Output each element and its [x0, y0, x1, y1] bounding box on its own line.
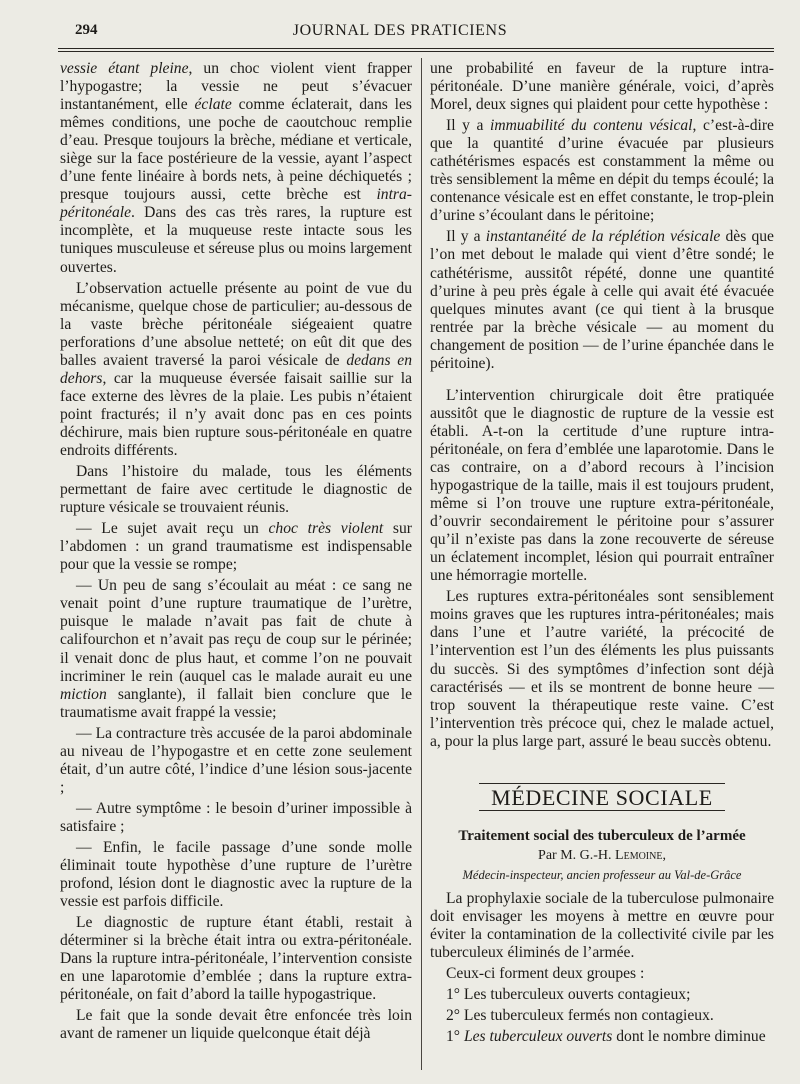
italic-text: instantanéité de la réplétion vésicale — [485, 228, 721, 246]
paragraph — [60, 60, 412, 277]
page-number: 294 — [75, 22, 98, 38]
list-item — [430, 1028, 774, 1046]
text-run: Il y a — [446, 117, 490, 135]
text-run: , c’est-à-dire que la quantité d’urine évacuée par plusieurs cathétérismes espacés est constamment la même ou très sensiblement la même en dépit du temps écoulé; la contenance vésicale est en effet constante, le trop-plein d’urine s’écoulant dans le péritoine; — [430, 117, 774, 225]
text-run: — Un peu de sang s’écoulait au méat : ce sang ne venait point d’une rupture traumatique de l’urètre, puisque le malade n’avait pas fait de chute à califourchon et n’avait pas reçu de coup sur le périnée; il venait donc de plus haut, et comme l’on ne pouvait incriminer le rein (auquel cas le malade aurait eu une — [60, 577, 412, 685]
paragraph: — La contracture très accusée de la paroi abdominale au niveau de l’hypogastre et en cette zone seulement était, d’un autre côté, l’indice d’une lésion sous-jacente ; — [60, 724, 412, 796]
italic-text: éclate — [194, 96, 232, 114]
paragraph: La prophylaxie sociale de la tuberculose pulmonaire doit envisager les moyens à mettre en œuvre pour éviter la contamination de la collectivité civile par les tuberculeux éliminés de l’armée. — [430, 889, 774, 962]
paragraph: Les ruptures extra-péritonéales sont sensiblement moins graves que les ruptures intra-péritonéales; mais dans l’une et l’autre variété, la précocité de l’intervention est l’un des éléments les plus puissants du succès. Si des symptômes d’infection sont déjà caractérisés — et ils se montrent de bonne heure — trop souvent la thérapeutique reste vaine. C’est l’intervention très précoce qui, chez le malade actuel, a, pour la plus large part, assuré le beau succès obtenu. — [430, 588, 774, 750]
list-item: 1° Les tuberculeux ouverts contagieux; — [446, 986, 691, 1004]
italic-text: immuabilité du contenu vésical — [490, 117, 693, 135]
column-separator — [421, 58, 422, 1070]
paragraph: Ceux-ci forment deux groupes : — [446, 965, 645, 983]
text-run: L’observation actuelle présente au point de vue du mécanisme, quelque chose de particulier; au-dessous de la vaste brèche péritonéale siégeaient quatre perforations d’une absolue netteté; on eût dit que des balles avaient traversé la paroi vésicale de — [60, 279, 412, 369]
text-run: dès que l’on met debout le malade qui vient d’être sondé; le cathétérisme, aussitôt répété, donne une quantité d’urine à peu près égale à celle qui avait été évacuée quelques minutes avant (ce qui tient à la brusque rentrée par la brèche vésicale — au moment du changement de position — de l’urine épanchée dans le péritoine). — [430, 228, 774, 372]
paragraph: une probabilité en faveur de la rupture intra-péritonéale. D’une manière générale, voici, d’après Morel, deux signes qui plaident pour cette hypothèse : — [430, 60, 774, 114]
paragraph — [60, 280, 412, 460]
section-heading-text: MÉDECINE SOCIALE — [479, 783, 725, 811]
text-run: dont le nombre diminue — [612, 1028, 766, 1046]
paragraph: — Autre symptôme : le besoin d’uriner impossible à satisfaire ; — [60, 799, 412, 835]
italic-text: choc très violent — [268, 520, 384, 538]
author-name: Lemoine, — [615, 847, 666, 863]
journal-title: JOURNAL DES PRATICIENS — [292, 22, 508, 39]
paragraph: L’intervention chirurgicale doit être pratiquée aussitôt que le diagnostic de rupture de la vessie est établi. A-t-on la certitude d’une rupture intra-péritonéale, on fera d’emblée une laparotomie. Dans le cas contraire, on a d’abord recours à l’incision hypogastrique de la taille, mais il est toujours prudent, même si l’on trouve une rupture extra-péritonéale, d’ouvrir secondairement le péritoine pour s’assurer qu’il n’existe pas dans la zone recouverte de séreuse un éclatement incomplet, lésion qui pourrait entraîner une hémorragie mortelle. — [430, 386, 774, 585]
left-column — [60, 60, 412, 1043]
paragraph — [430, 117, 774, 225]
text-run: , un choc violent vient frapper l’hypogastre; la vessie ne peut s’évacuer instantanément, elle — [60, 60, 412, 114]
header-rule-thin — [58, 51, 774, 52]
article-title: Traitement social des tuberculeux de l’armée — [458, 827, 746, 844]
paragraph — [60, 520, 412, 574]
paragraph: Le diagnostic de rupture étant établi, restait à déterminer si la brèche était intra ou extra-péritonéale. Dans la rupture intra-péritonéale, l’intervention consiste en une laparotomie d’emblée ; dans la rupture extra-péritonéale, on fait d’abord la taille hypogastrique. — [60, 914, 412, 1004]
text-run: 1° — [446, 1028, 464, 1046]
italic-text: intra-péritonéale — [60, 186, 412, 222]
italic-text: miction — [60, 685, 107, 703]
paragraph: Le fait que la sonde devait être enfoncée très loin avant de ramener un liquide quelconque était déjà — [60, 1007, 412, 1043]
page-header — [0, 0, 800, 52]
header-rule — [58, 48, 774, 49]
text-run: sanglante), il fallait bien conclure que le traumatisme avait frappé la vessie; — [60, 685, 412, 721]
paragraph: Dans l’histoire du malade, tous les éléments permettant de faire avec certitude le diagnostic de rupture vésicale se trouvaient réunis. — [60, 463, 412, 517]
right-column — [430, 60, 774, 1046]
author-affiliation: Médecin-inspecteur, ancien professeur au Val-de-Grâce — [462, 867, 742, 882]
article-byline — [430, 847, 774, 865]
paragraph — [60, 577, 412, 721]
text-run: Il y a — [446, 228, 486, 246]
paragraph: — Enfin, le facile passage d’une sonde molle éliminait toute hypothèse d’une rupture de l’urètre profond, lésion dont le diagnostic avec la rupture de la vessie est parfois difficile. — [60, 838, 412, 911]
italic-text: Les tuberculeux ouverts — [463, 1028, 613, 1046]
paragraph — [430, 228, 774, 372]
section-heading — [430, 783, 774, 811]
list-item: 2° Les tuberculeux fermés non contagieux. — [446, 1007, 714, 1025]
italic-text: vessie étant pleine — [60, 60, 189, 77]
text-run: sur l’abdomen : un grand traumatisme est indispensable pour que la vessie se rompe; — [60, 520, 412, 574]
text-run: , car la muqueuse éversée faisait saillie sur la face externe des lèvres de la plaie. Les pubis n’étaient point fracturés; il n’y avait donc pas en ces points déchirure, mais bien rupture sous-péritonéale en quatre endroits différents. — [60, 369, 412, 459]
italic-text: dedans en dehors — [60, 351, 413, 387]
byline-prefix: Par M. G.-H. — [538, 847, 616, 863]
text-run: . Dans des cas très rares, la rupture est incomplète, et la muqueuse reste intacte sous les tuniques musculeuse et séreuse plus ou moins largement ouvertes. — [60, 204, 412, 276]
text-run: — Le sujet avait reçu un — [76, 520, 269, 538]
text-run: comme éclaterait, dans les mêmes conditions, une poche de caoutchouc remplie d’eau. Presque toujours la brèche, médiane et verticale, siège sur la face postérieure de la vessie, ayant l’aspect d’une fente linéaire à bords nets, à peine déchiquetés ; presque toujours aussi, cette brèche est — [60, 96, 412, 204]
